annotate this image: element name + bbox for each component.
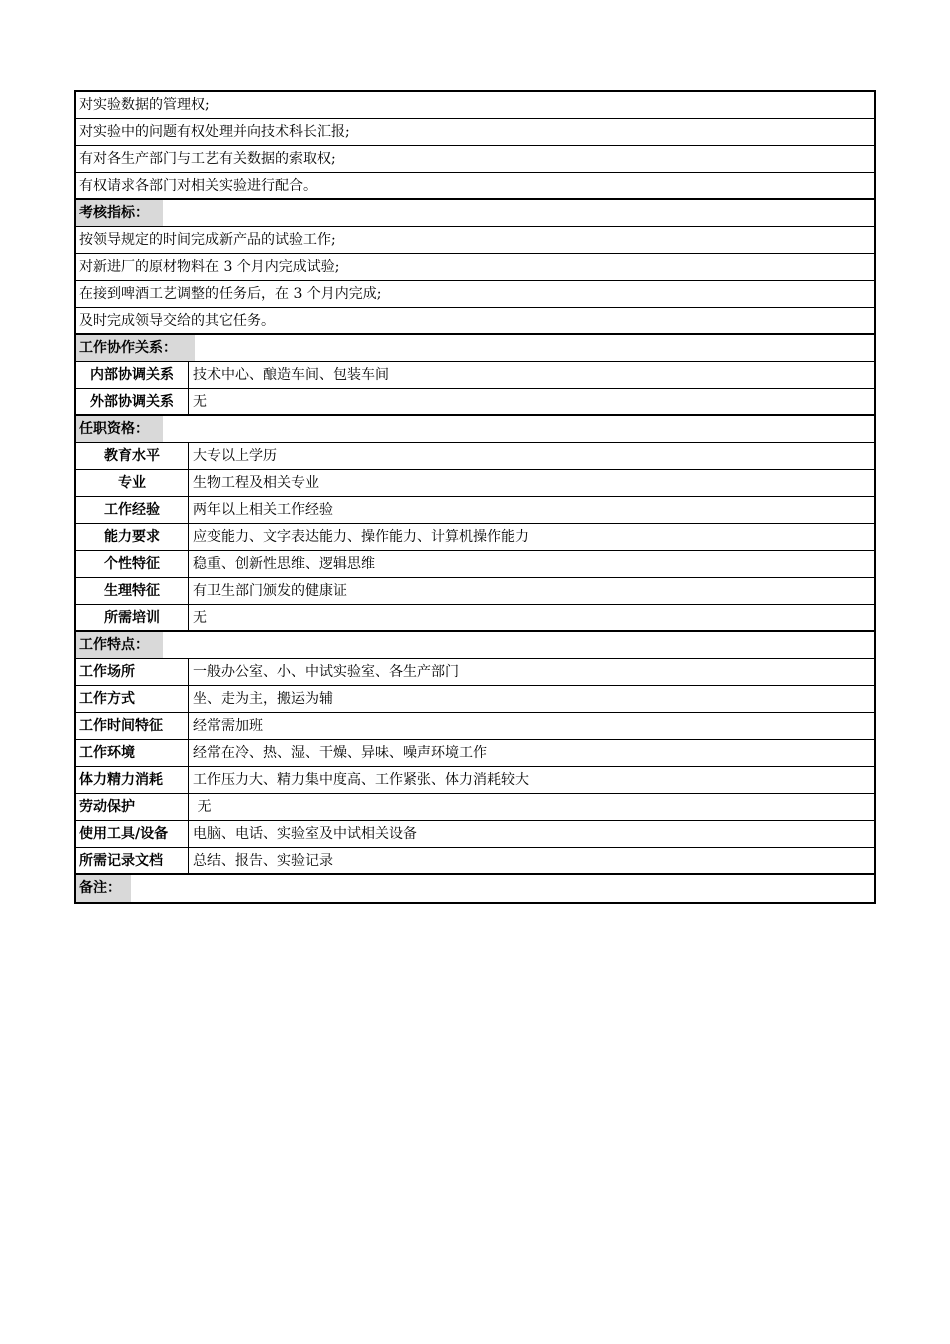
rights-row xyxy=(76,173,874,200)
kpi-text: 对新进厂的原材物料在 3 个月内完成试验; xyxy=(79,259,340,275)
rights-text: 有权请求各部门对相关实验进行配合。 xyxy=(79,178,317,194)
qualification-value: 有卫生部门颁发的健康证 xyxy=(193,583,347,599)
feature-label: 工作场所 xyxy=(76,659,189,685)
remarks-header: 备注： xyxy=(76,875,131,902)
qualification-row xyxy=(76,578,874,605)
qualification-label: 生理特征 xyxy=(76,578,189,604)
rights-row xyxy=(76,92,874,119)
feature-value: 一般办公室、小、中试实验室、各生产部门 xyxy=(193,664,459,680)
feature-row xyxy=(76,740,874,767)
feature-row xyxy=(76,767,874,794)
feature-value: 无 xyxy=(193,799,212,815)
kpi-row xyxy=(76,254,874,281)
kpi-text: 按领导规定的时间完成新产品的试验工作; xyxy=(79,232,336,248)
qualification-label: 工作经验 xyxy=(76,497,189,523)
qualification-label: 所需培训 xyxy=(76,605,189,630)
feature-label: 劳动保护 xyxy=(76,794,189,820)
feature-value: 坐、走为主，搬运为辅 xyxy=(193,691,333,707)
kpi-row xyxy=(76,281,874,308)
feature-label: 工作方式 xyxy=(76,686,189,712)
cooperation-value: 技术中心、酿造车间、包装车间 xyxy=(193,367,389,383)
cooperation-header-row xyxy=(76,335,874,362)
feature-label: 工作环境 xyxy=(76,740,189,766)
qualification-row xyxy=(76,497,874,524)
qualification-label: 专业 xyxy=(76,470,189,496)
feature-value: 工作压力大、精力集中度高、工作紧张、体力消耗较大 xyxy=(193,772,529,788)
qualification-value: 大专以上学历 xyxy=(193,448,277,464)
kpi-text: 在接到啤酒工艺调整的任务后，在 3 个月内完成; xyxy=(79,286,382,302)
rights-text: 对实验中的问题有权处理并向技术科长汇报; xyxy=(79,124,350,140)
feature-label: 所需记录文档 xyxy=(76,848,189,873)
feature-row xyxy=(76,713,874,740)
kpi-header: 考核指标： xyxy=(76,200,163,226)
features-header: 工作特点： xyxy=(76,632,163,658)
qualification-row xyxy=(76,551,874,578)
qualification-row xyxy=(76,443,874,470)
feature-value: 总结、报告、实验记录 xyxy=(193,853,333,869)
rights-row xyxy=(76,119,874,146)
feature-value: 经常在冷、热、湿、干燥、异味、噪声环境工作 xyxy=(193,745,487,761)
qualification-label: 能力要求 xyxy=(76,524,189,550)
qualification-label: 个性特征 xyxy=(76,551,189,577)
cooperation-label: 内部协调关系 xyxy=(76,362,189,388)
features-header-row xyxy=(76,632,874,659)
kpi-row xyxy=(76,227,874,254)
feature-label: 体力精力消耗 xyxy=(76,767,189,793)
feature-row xyxy=(76,848,874,875)
feature-value: 电脑、电话、实验室及中试相关设备 xyxy=(193,826,417,842)
feature-value: 经常需加班 xyxy=(193,718,263,734)
feature-row xyxy=(76,686,874,713)
qualification-value: 生物工程及相关专业 xyxy=(193,475,319,491)
remarks-row xyxy=(76,875,874,902)
cooperation-row xyxy=(76,362,874,389)
qualification-row xyxy=(76,524,874,551)
rights-text: 对实验数据的管理权; xyxy=(79,97,210,113)
cooperation-label: 外部协调关系 xyxy=(76,389,189,414)
qualification-value: 两年以上相关工作经验 xyxy=(193,502,333,518)
qualification-value: 稳重、创新性思维、逻辑思维 xyxy=(193,556,375,572)
rights-row xyxy=(76,146,874,173)
feature-label: 工作时间特征 xyxy=(76,713,189,739)
qualifications-header: 任职资格： xyxy=(76,416,163,442)
kpi-header-row xyxy=(76,200,874,227)
feature-row xyxy=(76,659,874,686)
feature-row xyxy=(76,821,874,848)
qualifications-header-row xyxy=(76,416,874,443)
feature-label: 使用工具/设备 xyxy=(76,821,189,847)
qualification-row xyxy=(76,470,874,497)
qualification-value: 应变能力、文字表达能力、操作能力、计算机操作能力 xyxy=(193,529,529,545)
rights-text: 有对各生产部门与工艺有关数据的索取权; xyxy=(79,151,336,167)
cooperation-value: 无 xyxy=(193,394,207,410)
cooperation-header: 工作协作关系： xyxy=(76,335,195,361)
qualification-value: 无 xyxy=(193,610,207,626)
kpi-row xyxy=(76,308,874,335)
job-description-table xyxy=(74,90,876,904)
qualification-label: 教育水平 xyxy=(76,443,189,469)
kpi-text: 及时完成领导交给的其它任务。 xyxy=(79,313,275,329)
qualification-row xyxy=(76,605,874,632)
feature-row xyxy=(76,794,874,821)
cooperation-row xyxy=(76,389,874,416)
